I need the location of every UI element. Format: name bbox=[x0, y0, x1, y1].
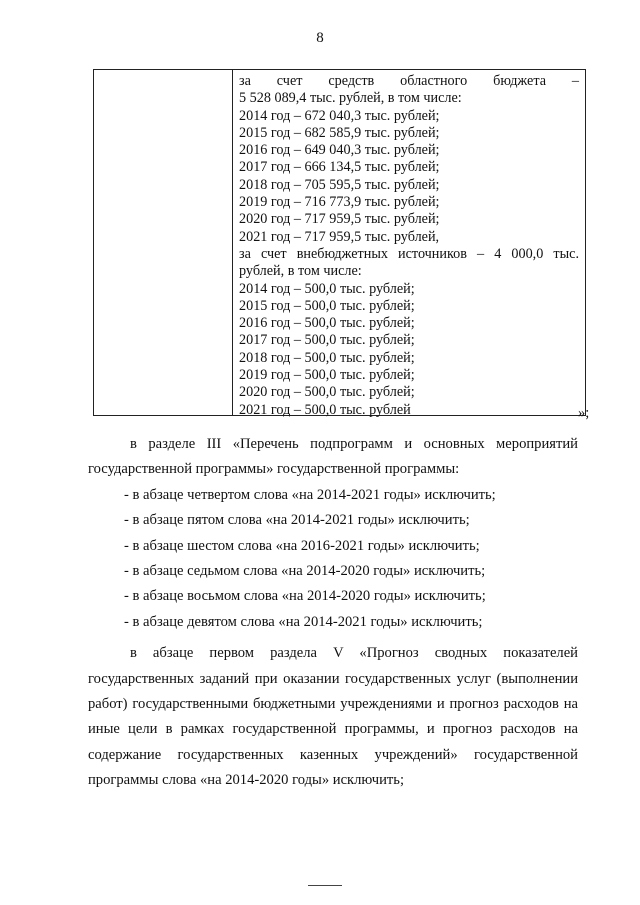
paragraph-section-3: в разделе III «Перечень подпрограмм и основных мероприятий государственной программы» государственной программы: bbox=[88, 436, 578, 478]
table-line: 2016 год – 649 040,3 тыс. рублей; bbox=[239, 142, 440, 159]
funding-cell bbox=[239, 73, 579, 419]
table-line: 2021 год – 500,0 тыс. рублей bbox=[239, 401, 411, 418]
table-line: рублей, в том числе: bbox=[239, 263, 362, 280]
document-body bbox=[88, 432, 578, 794]
bullet-item: - в абзаце четвертом слова «на 2014-2021 годы» исключить; bbox=[124, 486, 496, 503]
funding-table bbox=[93, 69, 586, 416]
table-line: 2020 год – 500,0 тыс. рублей; bbox=[239, 384, 415, 401]
bullet-item: - в абзаце восьмом слова «на 2014-2020 годы» исключить; bbox=[124, 588, 486, 605]
paragraph-section-5: в абзаце первом раздела V «Прогноз сводных показателей государственных заданий при оказании государственных услуг (выполнении работ) государственными бюджетными учреждениями и прогноз расходов на иные цели в рамках государственной программы, и прогноз расходов на содержание государственных казенных учреждений» государственной программы слова «на 2014-2020 годы» исключить; bbox=[88, 645, 578, 789]
bullet-item: - в абзаце пятом слова «на 2014-2021 годы» исключить; bbox=[124, 512, 470, 529]
table-line: 2019 год – 716 773,9 тыс. рублей; bbox=[239, 194, 440, 211]
table-line: 2015 год – 500,0 тыс. рублей; bbox=[239, 297, 415, 314]
footer-rule bbox=[308, 885, 342, 886]
closing-quote: »; bbox=[578, 405, 590, 421]
table-line: 2020 год – 717 959,5 тыс. рублей; bbox=[239, 211, 440, 228]
table-line: 2016 год – 500,0 тыс. рублей; bbox=[239, 315, 415, 332]
table-line: за счет внебюджетных источников – 4 000,0 тыс. bbox=[239, 245, 579, 262]
bullet-item: - в абзаце седьмом слова «на 2014-2020 годы» исключить; bbox=[124, 563, 486, 580]
bullet-item: - в абзаце шестом слова «на 2016-2021 годы» исключить; bbox=[124, 537, 480, 554]
table-line: 2018 год – 705 595,5 тыс. рублей; bbox=[239, 176, 440, 193]
page-number: 8 bbox=[316, 30, 324, 46]
table-line: 2021 год – 717 959,5 тыс. рублей, bbox=[239, 228, 440, 245]
table-line: 5 528 089,4 тыс. рублей, в том числе: bbox=[239, 90, 462, 107]
table-line: 2019 год – 500,0 тыс. рублей; bbox=[239, 367, 415, 384]
table-line: 2018 год – 500,0 тыс. рублей; bbox=[239, 349, 415, 366]
table-line: 2017 год – 666 134,5 тыс. рублей; bbox=[239, 159, 440, 176]
table-line: 2014 год – 500,0 тыс. рублей; bbox=[239, 280, 415, 297]
table-line: за счет средств областного бюджета – bbox=[239, 73, 579, 89]
table-line: 2014 год – 672 040,3 тыс. рублей; bbox=[239, 107, 440, 124]
table-line: 2015 год – 682 585,9 тыс. рублей; bbox=[239, 124, 440, 141]
table-column-divider bbox=[232, 70, 233, 415]
bullet-item: - в абзаце девятом слова «на 2014-2021 годы» исключить; bbox=[124, 613, 483, 630]
table-line: 2017 год – 500,0 тыс. рублей; bbox=[239, 332, 415, 349]
